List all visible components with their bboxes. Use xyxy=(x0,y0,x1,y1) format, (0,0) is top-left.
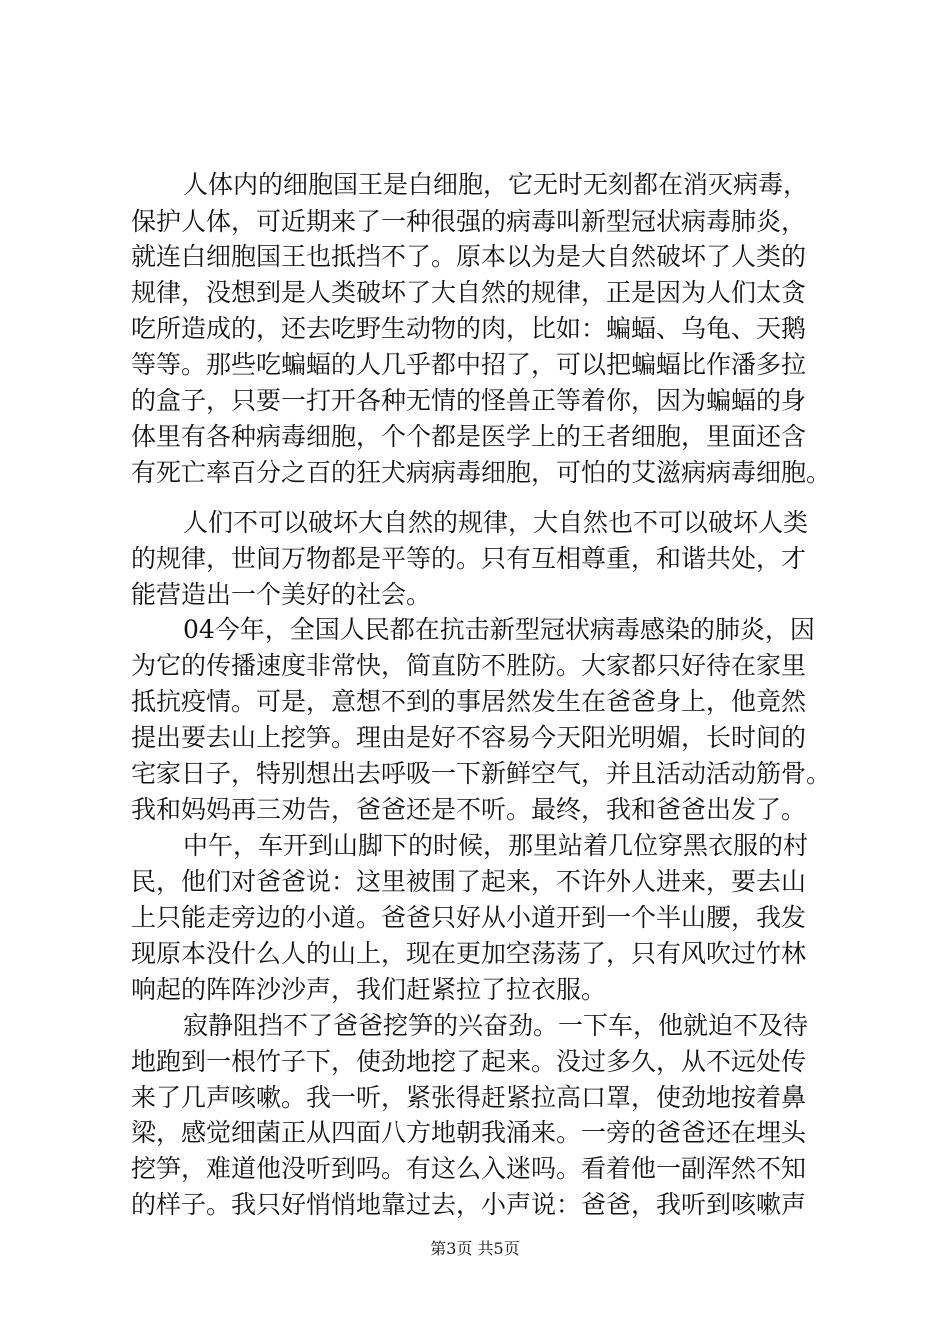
text-line: 现原本没什么人的山上，现在更加空荡荡了，只有风吹过竹林 xyxy=(131,938,807,968)
text-line: 人体内的细胞国王是白细胞，它无时无刻都在消灭病毒， xyxy=(183,170,809,199)
page-number: 第3页 共5页 xyxy=(430,1239,520,1258)
text-line: 的规律，世间万物都是平等的。只有互相尊重，和谐共处，才 xyxy=(131,544,807,574)
text-line: 规律，没想到是人类破坏了大自然的规律，正是因为人们太贪 xyxy=(131,278,807,308)
text-line: 宅家日子，特别想出去呼吸一下新鲜空气，并且活动活动筋骨。 xyxy=(131,759,832,789)
text-line: 民，他们对爸爸说：这里被围了起来，不许外人进来，要去山 xyxy=(131,866,807,896)
text-line: 抵抗疫情。可是，意想不到的事居然发生在爸爸身上，他竟然 xyxy=(131,687,807,717)
text-line: 为它的传播速度非常快，简直防不胜防。大家都只好待在家里 xyxy=(131,651,807,681)
text-line: 上只能走旁边的小道。爸爸只好从小道开到一个半山腰，我发 xyxy=(131,902,807,932)
text-line: 能营造出一个美好的社会。 xyxy=(131,580,432,610)
text-line: 有死亡率百分之百的狂犬病病毒细胞，可怕的艾滋病病毒细胞。 xyxy=(131,458,832,488)
text-line: 保护人体，可近期来了一种很强的病毒叫新型冠状病毒肺炎， xyxy=(131,207,807,237)
text-line: 的盒子，只要一打开各种无情的怪兽正等着你，因为蝙蝠的身 xyxy=(131,386,807,416)
text-line: 人们不可以破坏大自然的规律，大自然也不可以破坏人类 xyxy=(183,508,809,538)
text-line: 地跑到一根竹子下，使劲地挖了起来。没过多久，从不远处传 xyxy=(131,1046,807,1076)
text-line: 就连白细胞国王也抵挡不了。原本以为是大自然破坏了人类的 xyxy=(131,242,807,272)
text-line: 提出要去山上挖笋。理由是好不容易今天阳光明媚，长时间的 xyxy=(131,723,807,753)
text-line: 体里有各种病毒细胞，个个都是医学上的王者细胞，里面还含 xyxy=(131,422,807,452)
text-line: 等等。那些吃蝙蝠的人几乎都中招了，可以把蝙蝠比作潘多拉 xyxy=(131,350,807,380)
text-line: 吃所造成的，还去吃野生动物的肉，比如：蝙蝠、乌龟、天鹅 xyxy=(131,314,807,344)
text-line: 梁，感觉细菌正从四面八方地朝我涌来。一旁的爸爸还在埋头 xyxy=(131,1117,807,1147)
text-line: 04今年，全国人民都在抗击新型冠状病毒感染的肺炎，因 xyxy=(183,615,815,645)
text-line: 挖笋，难道他没听到吗。有这么入迷吗。看着他一副浑然不知 xyxy=(131,1153,807,1183)
text-line: 我和妈妈再三劝告，爸爸还是不听。最终，我和爸爸出发了。 xyxy=(131,795,807,825)
text-line: 来了几声咳嗽。我一听，紧张得赶紧拉高口罩，使劲地按着鼻 xyxy=(131,1082,807,1112)
text-line: 的样子。我只好悄悄地靠过去，小声说：爸爸，我听到咳嗽声 xyxy=(131,1190,807,1219)
text-line: 寂静阻挡不了爸爸挖笋的兴奋劲。一下车，他就迫不及待 xyxy=(183,1010,809,1040)
text-line: 响起的阵阵沙沙声，我们赶紧拉了拉衣服。 xyxy=(131,974,607,1004)
text-line: 中午，车开到山脚下的时候，那里站着几位穿黑衣服的村 xyxy=(183,830,809,860)
